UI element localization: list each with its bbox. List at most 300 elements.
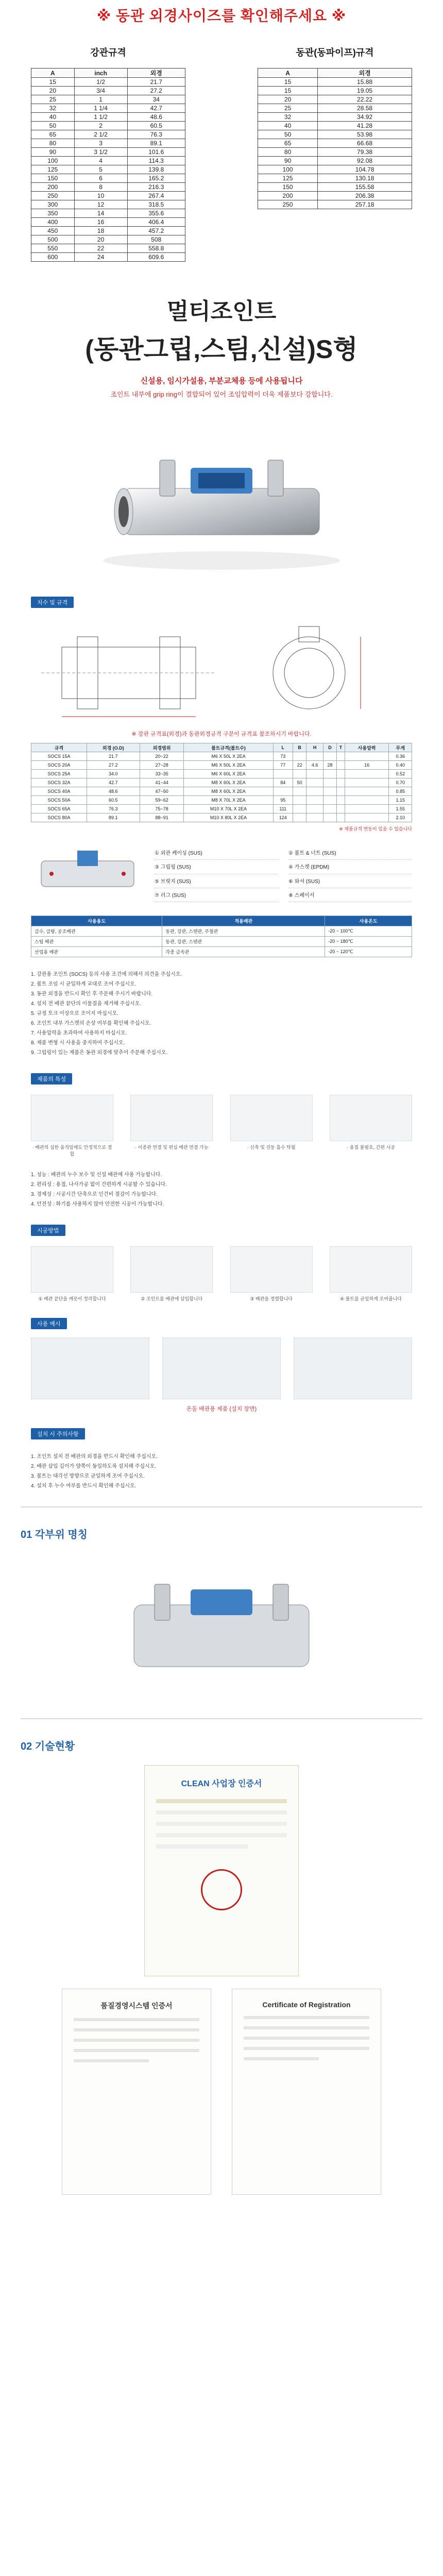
note-line: 3. 경제성 : 시공시간 단축으로 인건비 절감이 가능합니다. (31, 1192, 158, 1197)
steel-table-cell: 200 (31, 183, 75, 192)
product-photo (88, 411, 355, 581)
note-line: 1. 성능 : 배관의 누수 보수 및 신설 배관에 사용 가능합니다. (31, 1172, 162, 1178)
spec-table-cell (306, 770, 323, 778)
spec-table-cell: M10 X 80L X 2EA (184, 814, 273, 822)
spec-table-cell (337, 796, 345, 805)
steel-table-cell: 500 (31, 235, 75, 244)
spec-table-cell: 124 (273, 814, 293, 822)
spec-table-cell (337, 787, 345, 796)
install-step-caption: ① 배관 끝단을 깨끗이 정리합니다 (38, 1296, 106, 1301)
copper-table-cell: 20 (258, 95, 318, 104)
steel-table-row (31, 157, 185, 165)
spec-table-row (31, 778, 412, 787)
dimension-drawing (31, 616, 412, 724)
install-step-caption: ③ 배관을 정렬합니다 (250, 1296, 293, 1301)
steel-table-cell: 300 (31, 200, 75, 209)
parts-naming-photo (88, 1553, 355, 1708)
spec-table-cell (323, 770, 336, 778)
section-cautions (0, 1428, 443, 1491)
steel-table-cell: 32 (31, 104, 75, 113)
steel-table-cell: 150 (31, 174, 75, 183)
steel-table-cell: 609.6 (127, 253, 185, 262)
note-line: 1. 조인트 설치 전 배관의 외경을 반드시 확인해 주십시오. (31, 1454, 158, 1460)
section-usage (0, 1318, 443, 1413)
copper-table-cell: 15 (258, 78, 318, 87)
usage-photo (162, 1337, 281, 1399)
quality-cert-title: 품질경영시스템 인증서 (100, 2002, 173, 2010)
spec-table-cell (306, 778, 323, 787)
spec-table-cell: 84 (273, 778, 293, 787)
app-table-cell: 산업용 배관 (31, 947, 162, 957)
steel-table-cell: 15 (31, 78, 75, 87)
install-step (330, 1246, 412, 1302)
copper-table-cell: 257.18 (318, 200, 412, 209)
steel-table-cell: 25 (31, 95, 75, 104)
dimension-note: ※ 강관 규격표(외경)과 동관외경규격 구분이 규격표 참조하시기 바랍니다. (131, 731, 312, 737)
steel-table-cell: 20 (31, 87, 75, 95)
copper-size-table-block (258, 45, 412, 262)
steel-table-cell: 21.7 (127, 78, 185, 87)
usage-photo (294, 1337, 412, 1399)
certificate-row (62, 1989, 381, 2195)
spec-table-cell: SOCS 40A (31, 787, 87, 796)
app-table-cell: 동관, 강관, 스텐관, 주철관 (162, 926, 325, 937)
spec-table-cell (345, 805, 389, 814)
copper-table-row (258, 200, 412, 209)
spec-table-header-cell: D (323, 743, 336, 752)
steel-table-row (31, 148, 185, 157)
spec-table-cell: 41~44 (140, 778, 184, 787)
steel-table-cell: 216.3 (127, 183, 185, 192)
feature-item-photo (230, 1095, 313, 1141)
install-step-caption: ② 조인트를 배관에 삽입합니다 (141, 1296, 203, 1301)
steel-table-row (31, 192, 185, 200)
steel-table-row (31, 227, 185, 235)
steel-table-cell: 139.8 (127, 165, 185, 174)
spec-table-cell: 60.5 (87, 796, 140, 805)
spec-table-header-cell: T (337, 743, 345, 752)
usage-note: 온돌 배관용 제품 (설치 장면) (186, 1406, 257, 1412)
steel-size-table-block (31, 45, 185, 262)
steel-table-cell: 76.3 (127, 130, 185, 139)
install-caution-notes (31, 1452, 412, 1491)
copper-table-cell: 28.58 (318, 104, 412, 113)
spec-table-header-cell: 외경 (O.D) (87, 743, 140, 752)
spec-table-cell: 0.40 (389, 761, 412, 770)
spec-table-cell (293, 805, 306, 814)
steel-table-cell: 60.5 (127, 122, 185, 130)
parts-diagram (31, 845, 144, 902)
note-line: 4. 안전성 : 화기를 사용하지 않아 안전한 시공이 가능합니다. (31, 1201, 164, 1207)
steel-table-row (31, 183, 185, 192)
copper-table-cell: 90 (258, 157, 318, 165)
spec-table-row (31, 805, 412, 814)
steel-table-cell: 355.6 (127, 209, 185, 218)
copper-table-cell: 32 (258, 113, 318, 122)
app-table-header-cell: 적용배관 (162, 916, 325, 926)
note-line: 2. 배관 삽입 깊이가 양쪽이 동일하도록 설치해 주십시오. (31, 1464, 157, 1469)
spec-table-cell: 4.6 (306, 761, 323, 770)
spec-table-cell: 42.7 (87, 778, 140, 787)
divider (21, 1718, 422, 1719)
note-line: 5. 규정 토크 이상으로 조이지 마십시오. (31, 1011, 118, 1016)
caution-notes (31, 970, 412, 1058)
steel-table-cell: 114.3 (127, 157, 185, 165)
steel-table-row (31, 209, 185, 218)
steel-table-cell: 406.4 (127, 218, 185, 227)
copper-table-row (258, 157, 412, 165)
spec-table-cell: 95 (273, 796, 293, 805)
copper-table-row (258, 148, 412, 157)
clean-certificate (144, 1765, 299, 1976)
note-line: 9. 그립링이 있는 제품은 동관 외경에 맞추어 주문해 주십시오. (31, 1050, 168, 1056)
spec-table-cell: 1.15 (389, 796, 412, 805)
registration-certificate (232, 1989, 381, 2195)
steel-table-cell: 3 1/2 (74, 148, 127, 157)
spec-table-cell: 2.10 (389, 814, 412, 822)
install-steps (31, 1246, 412, 1302)
steel-table-cell: 250 (31, 192, 75, 200)
feature-item (31, 1095, 113, 1158)
install-step (230, 1246, 313, 1302)
spec-table-cell: SOCS 65A (31, 805, 87, 814)
spec-table-cell: 48.6 (87, 787, 140, 796)
steel-table-cell: 65 (31, 130, 75, 139)
spec-table-row (31, 761, 412, 770)
copper-table-cell: 206.38 (318, 192, 412, 200)
install-step-photo (130, 1246, 213, 1293)
spec-table-cell: M8 X 70L X 2EA (184, 796, 273, 805)
note-line: 7. 사용압력을 초과하여 사용하지 마십시오. (31, 1030, 127, 1036)
feature-item-caption: · 용접 불필요, 간편 시공 (347, 1145, 395, 1150)
section-features (0, 1073, 443, 1209)
steel-table-cell: 457.2 (127, 227, 185, 235)
spec-table-cell: M6 X 50L X 2EA (184, 752, 273, 761)
spec-table-cell (273, 787, 293, 796)
spec-table-cell (293, 770, 306, 778)
spec-table-cell: 34.0 (87, 770, 140, 778)
steel-table-cell: 34 (127, 95, 185, 104)
steel-table-cell: 318.5 (127, 200, 185, 209)
steel-table-cell: 27.2 (127, 87, 185, 95)
divider (21, 1506, 422, 1507)
section-tag-dimensions: 치수 및 규격 (31, 597, 74, 608)
spec-table-cell (345, 778, 389, 787)
app-table-header-cell: 사용온도 (325, 916, 412, 926)
steel-table-cell: 1 1/4 (74, 104, 127, 113)
copper-table-cell: 50 (258, 130, 318, 139)
steel-table-row (31, 139, 185, 148)
spec-table-cell: 20~22 (140, 752, 184, 761)
copper-table-cell: 15 (258, 87, 318, 95)
registration-cert-title: Certificate of Registration (262, 2001, 351, 2009)
copper-table-row (258, 139, 412, 148)
spec-table-header-cell: 규격 (31, 743, 87, 752)
spec-table-cell: 27~28 (140, 761, 184, 770)
feature-item (230, 1095, 313, 1158)
spec-table-cell: 16 (345, 761, 389, 770)
steel-table-row (31, 130, 185, 139)
parts-naming-title: 01 각부위 명칭 (21, 1529, 88, 1540)
spec-table-cell (306, 787, 323, 796)
app-table-cell: -20 ~ 120℃ (325, 947, 412, 957)
part-item: ⑧ 스페이서 (288, 891, 412, 902)
copper-size-table (258, 68, 412, 209)
feature-list (31, 1095, 412, 1158)
spec-table-cell (273, 770, 293, 778)
usage-line: 신설용, 임시가설용, 부분교체용 등에 사용됩니다 (140, 377, 303, 385)
spec-table-cell (293, 787, 306, 796)
copper-table-cell: 19.05 (318, 87, 412, 95)
section-tag-cautions: 설치 시 주의사항 (31, 1428, 85, 1439)
app-table-cell: -20 ~ 180℃ (325, 937, 412, 947)
feature-item-photo (31, 1095, 113, 1141)
app-table-header-cell: 사용용도 (31, 916, 162, 926)
spec-table-note: ※ 제품규격 변동이 있을 수 있습니다 (339, 826, 412, 832)
steel-table-cell: 50 (31, 122, 75, 130)
spec-table-header-cell: 볼트규격(볼트수) (184, 743, 273, 752)
steel-table-row (31, 78, 185, 87)
part-item: ⑥ 와셔 (SUS) (288, 877, 412, 888)
description-line: 조인트 내부에 grip ring이 결합되어 있어 조임압력이 더욱 제품보다 강합니다. (110, 391, 333, 398)
feature-item-photo (330, 1095, 412, 1141)
copper-table-cell: 34.92 (318, 113, 412, 122)
spec-table-cell: M6 X 50L X 2EA (184, 761, 273, 770)
spec-table-cell: 0.85 (389, 787, 412, 796)
steel-table-cell: 165.2 (127, 174, 185, 183)
section-tag-features: 제품의 특성 (31, 1073, 72, 1084)
spec-table-cell: 50 (293, 778, 306, 787)
note-line: 3. 볼트는 대각선 방향으로 균일하게 조여 주십시오. (31, 1473, 145, 1479)
copper-table-cell: 104.78 (318, 165, 412, 174)
steel-table-cell: 267.4 (127, 192, 185, 200)
steel-table-cell: 400 (31, 218, 75, 227)
steel-table-cell: 22 (74, 244, 127, 253)
spec-table-cell: 0.70 (389, 778, 412, 787)
steel-table-row (31, 113, 185, 122)
install-step-caption: ④ 볼트를 균일하게 조여줍니다 (340, 1296, 402, 1301)
spec-table-cell: M6 X 60L X 2EA (184, 770, 273, 778)
spec-table-cell (306, 752, 323, 761)
spec-table-cell (323, 814, 336, 822)
copper-table-cell: 250 (258, 200, 318, 209)
section-tag-installation: 시공방법 (31, 1225, 65, 1236)
copper-table-row (258, 113, 412, 122)
spec-table-cell: M8 X 60L X 2EA (184, 787, 273, 796)
copper-table-row (258, 104, 412, 113)
product-headline (0, 293, 443, 399)
spec-table-cell: 47~50 (140, 787, 184, 796)
copper-table-cell: 53.98 (318, 130, 412, 139)
spec-table-row (31, 787, 412, 796)
steel-table-row (31, 165, 185, 174)
steel-table-cell: 508 (127, 235, 185, 244)
copper-table-cell: 40 (258, 122, 318, 130)
copper-table-cell: 200 (258, 192, 318, 200)
feature-item-caption: · 이종관 연결 및 편심 배관 연결 가능 (135, 1145, 209, 1150)
quality-certificate (62, 1989, 211, 2195)
copper-table-cell: 155.58 (318, 183, 412, 192)
app-table-cell: -20 ~ 100℃ (325, 926, 412, 937)
steel-table-header-cell: A (31, 69, 75, 78)
spec-table-cell: 0.36 (389, 752, 412, 761)
steel-table-cell: 18 (74, 227, 127, 235)
copper-table-cell: 15.88 (318, 78, 412, 87)
spec-table-cell: 27.2 (87, 761, 140, 770)
part-item: ② 볼트 & 너트 (SUS) (288, 849, 412, 860)
copper-table-header-cell: A (258, 69, 318, 78)
spec-table-cell (345, 796, 389, 805)
application-table (31, 916, 412, 957)
steel-table-cell: 558.8 (127, 244, 185, 253)
steel-table-cell: 2 (74, 122, 127, 130)
steel-table-cell: 89.1 (127, 139, 185, 148)
copper-table-row (258, 183, 412, 192)
spec-table-cell: 73 (273, 752, 293, 761)
steel-table-cell: 350 (31, 209, 75, 218)
section-dimensions (0, 597, 443, 1058)
install-step-photo (31, 1246, 113, 1293)
spec-table-cell (293, 752, 306, 761)
steel-table-cell: 101.6 (127, 148, 185, 157)
part-item: ⑦ 러그 (SUS) (155, 891, 278, 902)
steel-table-cell: 6 (74, 174, 127, 183)
steel-table-row (31, 95, 185, 104)
note-line: 1. 강관용 조인트 (SOCS) 등의 사용 조건에 의해서 의견을 주십시오. (31, 972, 182, 977)
part-item: ⑤ 브릿지 (SUS) (155, 877, 278, 888)
copper-table-cell: 125 (258, 174, 318, 183)
steel-table-row (31, 87, 185, 95)
copper-table-title: 동관(동파이프)규격 (296, 47, 374, 58)
spec-table-cell: 0.52 (389, 770, 412, 778)
install-step-photo (330, 1246, 412, 1293)
app-table-cell: 동관, 강관, 스텐관 (162, 937, 325, 947)
note-line: 2. 볼트 조임 시 균일하게 교대로 조여 주십시오. (31, 981, 137, 987)
spec-table-cell (337, 814, 345, 822)
spec-table-cell: 59~62 (140, 796, 184, 805)
steel-table-cell: 16 (74, 218, 127, 227)
spec-table-cell (293, 796, 306, 805)
usage-photos (31, 1337, 412, 1399)
spec-table-cell: 89.1 (87, 814, 140, 822)
steel-table-cell: 100 (31, 157, 75, 165)
app-table-row (31, 926, 412, 937)
spec-table-cell: 76.3 (87, 805, 140, 814)
part-item: ① 외관 케이싱 (SUS) (155, 849, 278, 860)
copper-table-cell: 65 (258, 139, 318, 148)
spec-table-cell: 28 (323, 761, 336, 770)
note-line: 8. 제품 변형 시 사용을 중지하여 주십시오. (31, 1040, 125, 1046)
spec-table-cell: 88~91 (140, 814, 184, 822)
product-subtitle: (동관그립,스팀,신설)S형 (85, 335, 358, 364)
steel-table-cell: 42.7 (127, 104, 185, 113)
steel-table-cell: 5 (74, 165, 127, 174)
size-tables (0, 30, 443, 262)
spec-table-cell (337, 752, 345, 761)
install-step (130, 1246, 213, 1302)
steel-table-header-cell: inch (74, 69, 127, 78)
clean-cert-title: CLEAN 사업장 인증서 (181, 1780, 262, 1788)
spec-table-cell (306, 796, 323, 805)
steel-table-cell: 4 (74, 157, 127, 165)
spec-table-header-cell: 무게 (389, 743, 412, 752)
copper-table-cell: 66.68 (318, 139, 412, 148)
app-table-row (31, 937, 412, 947)
copper-table-row (258, 78, 412, 87)
steel-table-row (31, 200, 185, 209)
steel-table-cell: 12 (74, 200, 127, 209)
feature-item (330, 1095, 412, 1158)
spec-table-cell (323, 778, 336, 787)
steel-table-cell: 3 (74, 139, 127, 148)
spec-table-cell: 111 (273, 805, 293, 814)
steel-table-row (31, 253, 185, 262)
copper-table-row (258, 87, 412, 95)
spec-table-cell: 1.55 (389, 805, 412, 814)
steel-table-cell: 3/4 (74, 87, 127, 95)
spec-table-cell: 21.7 (87, 752, 140, 761)
spec-table-row (31, 770, 412, 778)
copper-table-row (258, 165, 412, 174)
spec-table-cell: SOCS 80A (31, 814, 87, 822)
steel-table-cell: 8 (74, 183, 127, 192)
banner-title: ※ 동관 외경사이즈를 확인해주세요 ※ (96, 8, 347, 24)
steel-table-row (31, 122, 185, 130)
copper-table-header-cell: 외경 (318, 69, 412, 78)
steel-table-cell: 1/2 (74, 78, 127, 87)
install-step (31, 1246, 113, 1302)
spec-table-cell: SOCS 50A (31, 796, 87, 805)
copper-table-row (258, 174, 412, 183)
steel-table-row (31, 104, 185, 113)
copper-table-row (258, 122, 412, 130)
spec-table-cell (323, 787, 336, 796)
copper-table-cell: 22.22 (318, 95, 412, 104)
section-tag-usage: 사용 예시 (31, 1318, 67, 1329)
spec-table-cell: SOCS 20A (31, 761, 87, 770)
tech-status-title: 02 기술현황 (21, 1741, 75, 1752)
copper-table-row (258, 192, 412, 200)
feature-notes (31, 1170, 412, 1209)
part-item: ④ 가스켓 (EPDM) (288, 862, 412, 874)
spec-table-cell (306, 805, 323, 814)
note-line: 3. 동관 외경을 반드시 확인 후 주문해 주시기 바랍니다. (31, 991, 153, 997)
steel-table-cell: 2 1/2 (74, 130, 127, 139)
steel-table-cell: 24 (74, 253, 127, 262)
steel-table-cell: 14 (74, 209, 127, 218)
app-table-cell: 스팀 배관 (31, 937, 162, 947)
spec-table-cell (323, 796, 336, 805)
spec-table-cell: SOCS 15A (31, 752, 87, 761)
copper-table-row (258, 95, 412, 104)
steel-table-cell: 90 (31, 148, 75, 157)
note-line: 4. 설치 후 누수 여부를 반드시 확인해 주십시오. (31, 1483, 137, 1489)
steel-table-cell: 450 (31, 227, 75, 235)
steel-table-row (31, 218, 185, 227)
spec-table-header-cell: H (306, 743, 323, 752)
steel-table-row (31, 244, 185, 253)
spec-table-cell: 22 (293, 761, 306, 770)
steel-table-cell: 40 (31, 113, 75, 122)
usage-photo (31, 1337, 149, 1399)
spec-table-cell (293, 814, 306, 822)
steel-table-cell: 20 (74, 235, 127, 244)
spec-table-cell (337, 805, 345, 814)
spec-table-header-cell: L (273, 743, 293, 752)
spec-table-cell: SOCS 32A (31, 778, 87, 787)
spec-table-cell (345, 770, 389, 778)
note-line: 6. 조인트 내부 가스켓의 손상 여부를 확인해 주십시오. (31, 1021, 151, 1026)
